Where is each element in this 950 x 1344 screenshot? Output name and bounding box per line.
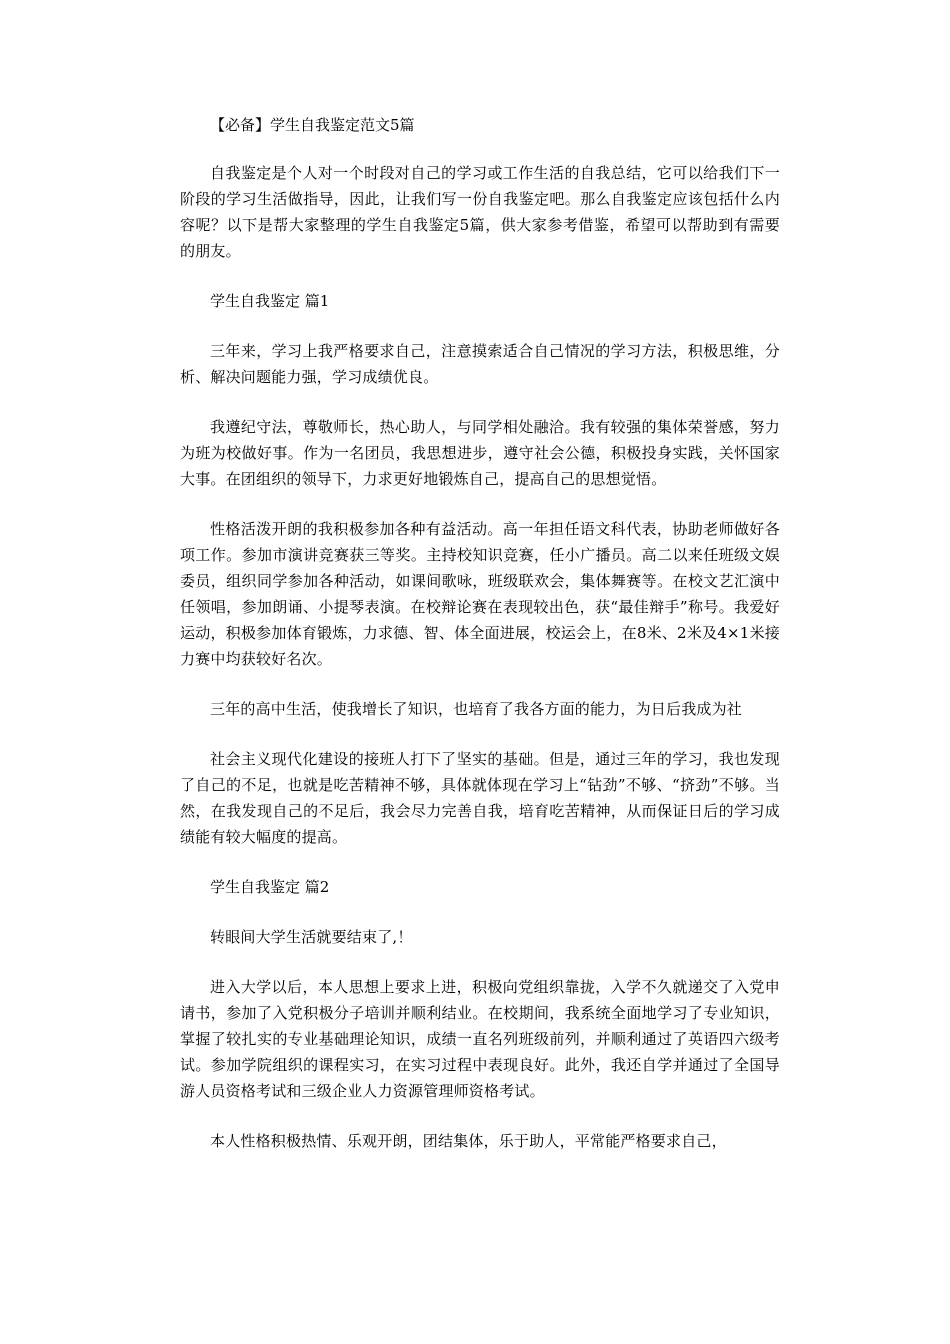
paragraph-shortcomings: 社会主义现代化建设的接班人打下了坚实的基础。但是，通过三年的学习，我也发现了自己的不足，也就是吃苦精神不够，具体就体现在学习上“钻劲”不够、“挤劲”不够。当然，在我发现自己的不足后，我会尽力完善自我，培育吃苦精神，从而保证日后的学习成绩能有较大幅度的提高。	[180, 750, 780, 846]
paragraph-university-study: 进入大学以后，本人思想上要求上进，积极向党组织靠拢，入学不久就递交了入党申请书，参加了入党积极分子培训并顺利结业。在校期间，我系统全面地学习了专业知识，掌握了较扎实的专业基础理论知识，成绩一直名列班级前列，并顺利通过了英语四六级考试。参加学院组织的课程实习，在实习过程中表现良好。此外，我还自学并通过了全国导游人员资格考试和三级企业人力资源管理师资格考试。	[180, 978, 780, 1100]
paragraph-personality: 本人性格积极热情、乐观开朗，团结集体，乐于助人，平常能严格要求自己，	[210, 1132, 727, 1150]
intro-paragraph: 自我鉴定是个人对一个时段对自己的学习或工作生活的自我总结，它可以给我们下一阶段的学习生活做指导，因此，让我们写一份自我鉴定吧。那么自我鉴定应该包括什么内容呢？以下是帮大家整理的学生自我鉴定5篇，供大家参考借鉴，希望可以帮助到有需要的朋友。	[180, 164, 780, 260]
document-title: 【必备】学生自我鉴定范文5篇	[210, 116, 415, 134]
paragraph-conduct: 我遵纪守法，尊敬师长，热心助人，与同学相处融洽。我有较强的集体荣誉感，努力为班为校做好事。作为一名团员，我思想进步，遵守社会公德，积极投身实践，关怀国家大事。在团组织的领导下，力求更好地锻炼自己，提高自己的思想觉悟。	[180, 418, 780, 488]
section-heading-2: 学生自我鉴定 篇2	[210, 878, 330, 896]
section-heading-1: 学生自我鉴定 篇1	[210, 292, 330, 310]
paragraph-highschool-life: 三年的高中生活，使我增长了知识，也培育了我各方面的能力，为日后我成为社	[210, 700, 743, 718]
paragraph-study: 三年来，学习上我严格要求自己，注意摸索适合自己情况的学习方法，积极思维，分析、解决问题能力强，学习成绩优良。	[180, 342, 780, 386]
paragraph-activities: 性格活泼开朗的我积极参加各种有益活动。高一年担任语文科代表，协助老师做好各项工作。参加市演讲竞赛获三等奖。主持校知识竞赛，任小广播员。高二以来任班级文娱委员，组织同学参加各种活动，如课间歌咏，班级联欢会，集体舞赛等。在校文艺汇演中任领唱，参加朗诵、小提琴表演。在校辩论赛在表现较出色，获“最佳辩手”称号。我爱好运动，积极参加体育锻炼，力求德、智、体全面进展，校运会上，在8米、2米及4×1米接力赛中均获较好名次。	[180, 520, 780, 668]
paragraph-university-intro: 转眼间大学生活就要结束了,！	[210, 928, 413, 946]
document-page	[180, 112, 780, 1178]
